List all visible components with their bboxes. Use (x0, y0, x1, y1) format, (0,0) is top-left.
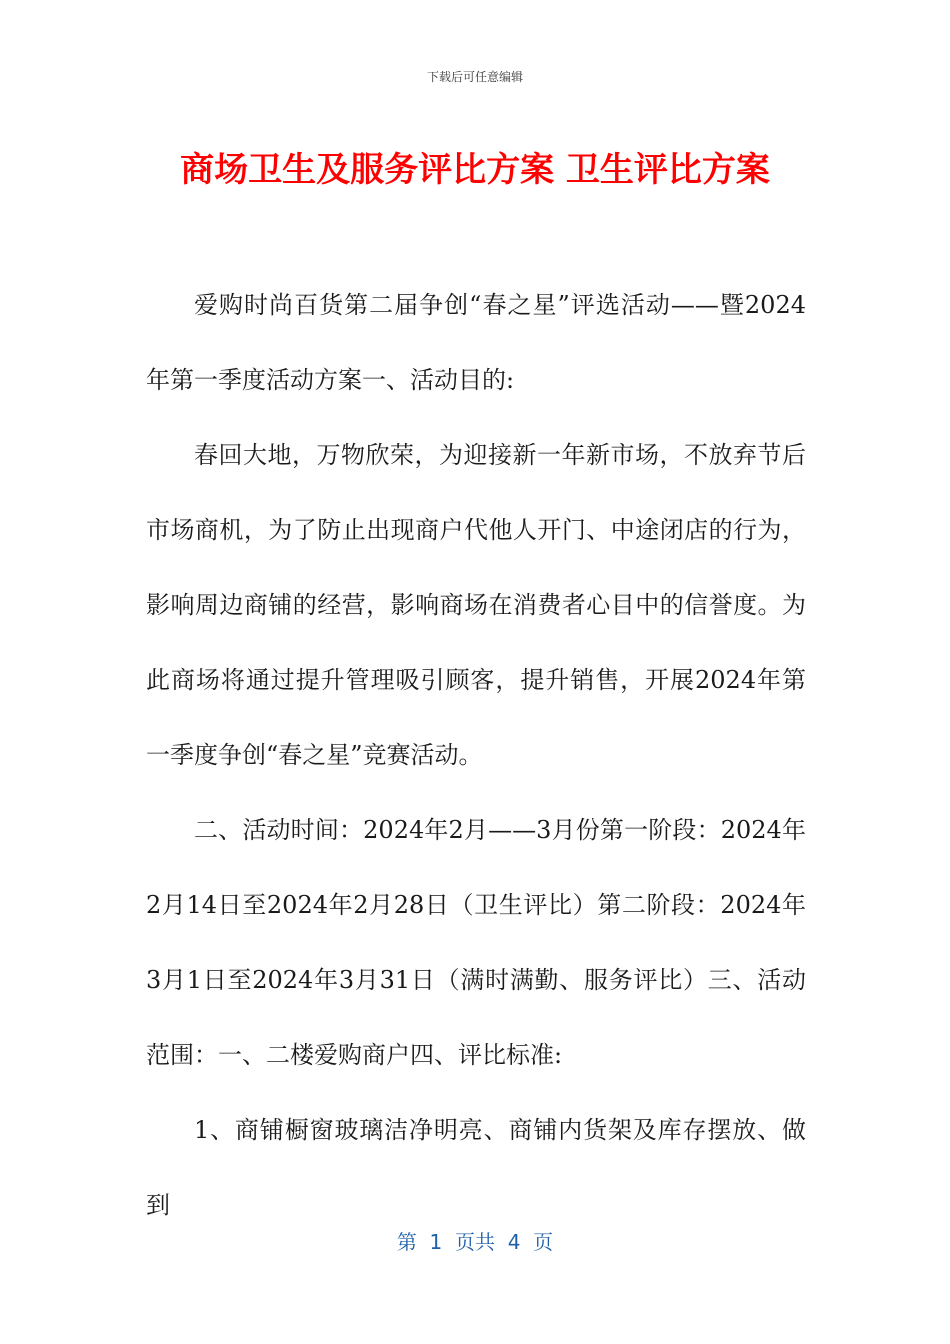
document-body (146, 268, 806, 1243)
paragraph-purpose: 春回大地，万物欣荣，为迎接新一年新市场，不放弃节后市场商机，为了防止出现商户代他人开门、中途闭店的行为，影响周边商铺的经营，影响商场在消费者心目中的信誉度。为此商场将通过提升管理吸引顾客，提升销售，开展2024年第一季度争创“春之星”竞赛活动。 (146, 441, 806, 769)
paragraph-schedule: 二、活动时间：2024年2月——3月份第一阶段：2024年2月14日至2024年2月28日（卫生评比）第二阶段：2024年3月1日至2024年3月31日（满时满勤、服务评比）三、活动范围：一、二楼爱购商户四、评比标准: (146, 816, 806, 1069)
page-number-footer: 第 1 页共 4 页 (396, 1230, 554, 1254)
paragraph-intro: 爱购时尚百货第二届争创“春之星”评选活动——暨2024年第一季度活动方案一、活动目的: (146, 291, 806, 394)
paragraph-criteria: 1、商铺橱窗玻璃洁净明亮、商铺内货架及库存摆放、做到 (146, 1116, 806, 1219)
document-title: 商场卫生及服务评比方案 卫生评比方案 (180, 150, 770, 190)
page-header-note: 下载后可任意编辑 (426, 70, 523, 84)
